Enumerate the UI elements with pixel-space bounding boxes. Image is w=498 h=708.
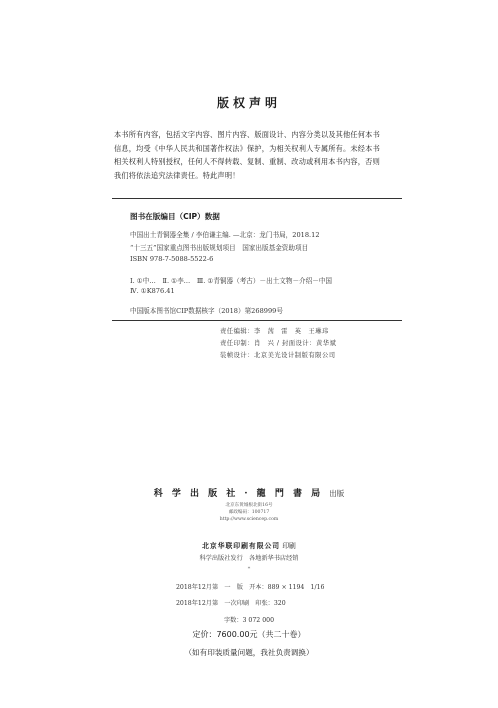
responsible-editors: 责任编辑：李 茜 雷 英 王琳玮 [220, 328, 329, 335]
publisher-suffix: 出版 [329, 489, 345, 498]
cip-classification: Ⅳ. ①K876.41 [130, 287, 175, 295]
publisher-address: 北京东黄城根北街16号 [225, 503, 273, 508]
quality-note: （如有印装质量问题，我社负责调换） [184, 648, 314, 657]
cip-line-project: “十三五”国家重点图书出版规划项目 国家出版基金资助项目 [130, 244, 309, 252]
cip-isbn: ISBN 978-7-5088-5522-6 [130, 255, 214, 263]
publisher-names: 科 学 出 版 社 · 龍 門 書 局 [153, 489, 324, 499]
edition-format: 2018年12月第 一 版 开本：889 × 1194 1/16 [176, 584, 325, 591]
printer-line [0, 540, 498, 550]
responsible-printing: 责任印制：肖 兴 / 封面设计：黄华斌 [220, 340, 337, 347]
publisher-line [0, 486, 498, 499]
impression-sheets: 2018年12月第 一次印刷 印张：320 [176, 600, 286, 607]
postcode: 邮政编码：100717 [228, 510, 270, 515]
page-title: 版权声明 [216, 96, 281, 110]
cip-subject: Ⅰ. ①中… Ⅱ. ①李… Ⅲ. ①青铜器（考古）－出土文物－介绍－中国 [130, 277, 333, 285]
binding-design: 装帧设计：北京美光设计制版有限公司 [220, 352, 336, 359]
cip-line-title: 中国出土青铜器全集 / 李伯谦主编. —北京：龙门书局，2018.12 [130, 231, 320, 239]
printer-suffix: 印刷 [282, 542, 296, 550]
copyright-statement [114, 128, 382, 182]
divider-middle [112, 320, 402, 321]
copyright-text: 本书所有内容，包括文字内容、图片内容、版面设计、内容分类以及其他任何本书信息，均受《中华人民共和国著作权法》保护，为相关权利人专属所有。未经本书相关权利人特别授权，任何人不得转载、复制、重制、改动或利用本书内容，否则我们将依法追究法律责任。特此声明！ [114, 130, 380, 180]
cip-heading: 图书在版编目（CIP）数据 [130, 212, 220, 221]
cip-record-number: 中国版本图书馆CIP数据核字（2018）第268999号 [130, 307, 283, 315]
word-count: 字数：3 072 000 [223, 617, 275, 624]
price: 定价：7600.00元（共二十卷） [192, 630, 306, 639]
website: http://www.sciencep.com [219, 517, 279, 522]
divider-top [112, 198, 402, 199]
separator-star: * [247, 566, 251, 572]
distribution: 科学出版社发行 各地新华书店经销 [199, 555, 299, 562]
printer-name: 北京华联印刷有限公司 [202, 542, 281, 550]
